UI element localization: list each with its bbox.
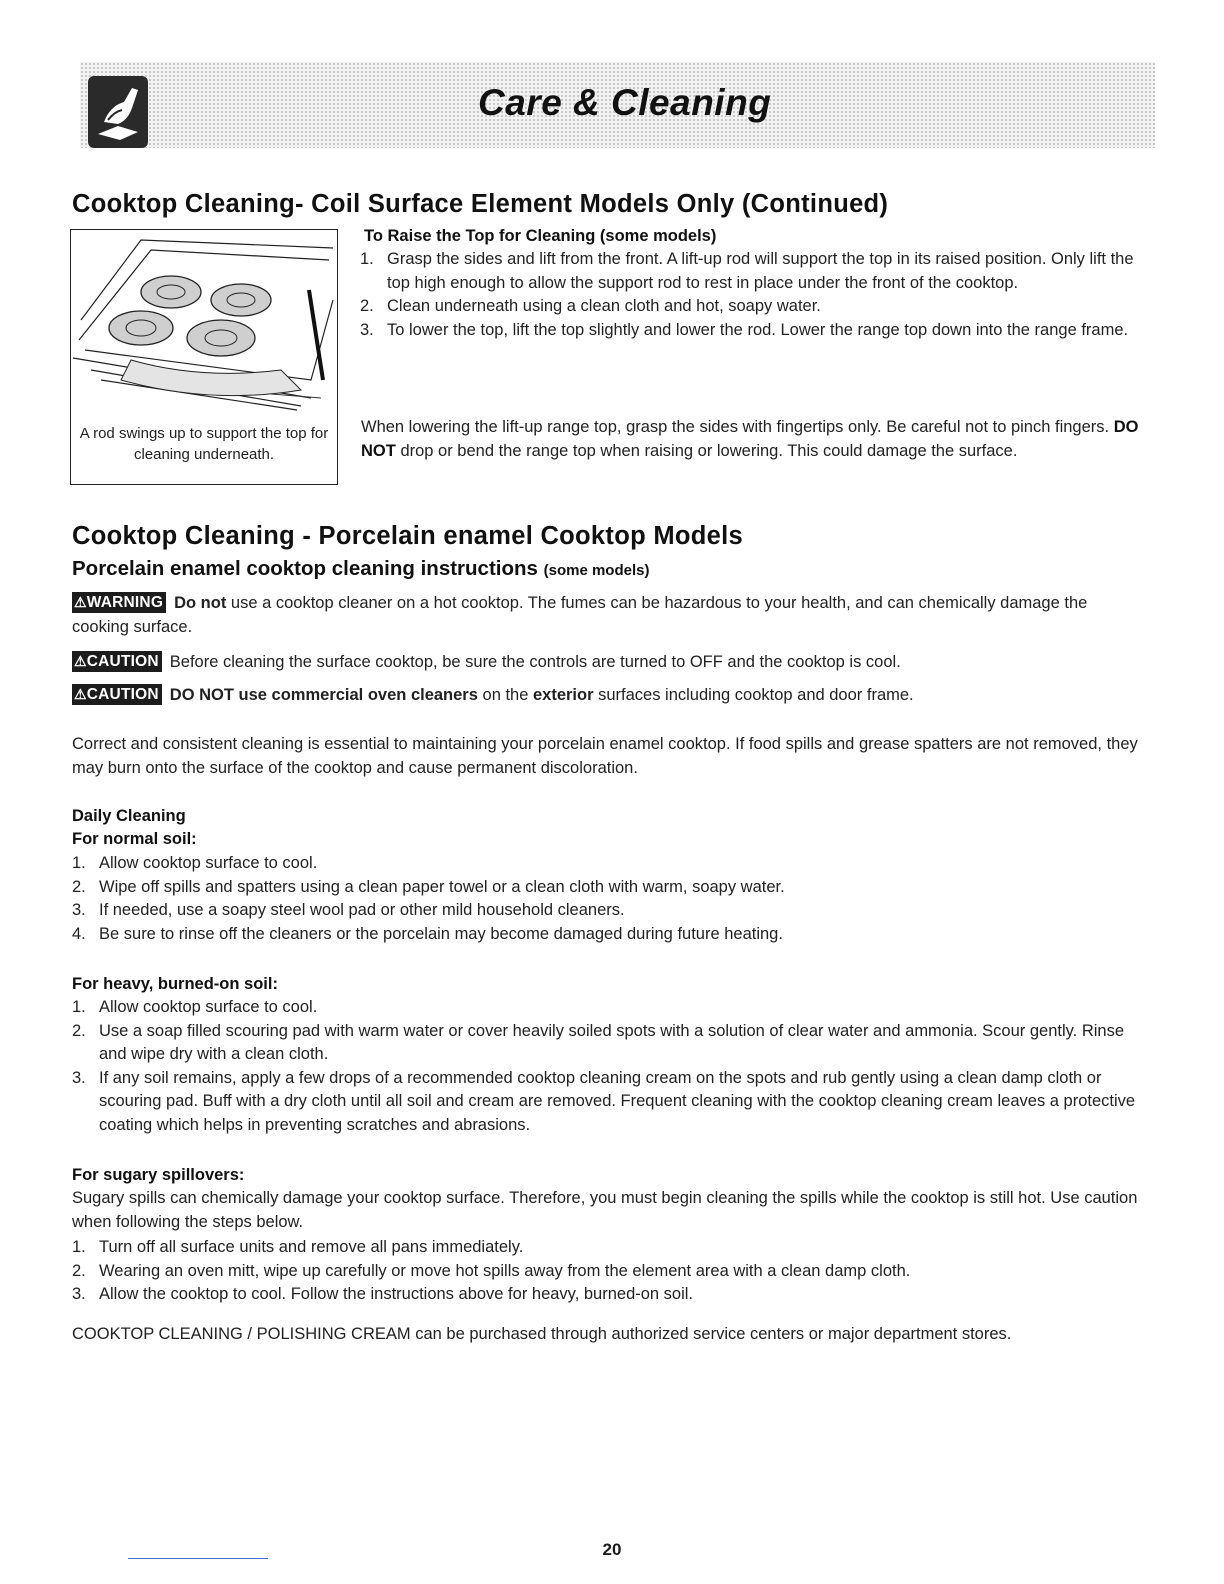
list-item: 3. If any soil remains, apply a few drops of a recommended cooktop cleaning cream on the spots and rub gently using a clean damp cloth or scouring pad. Buff with a dry cloth until all soil and cream are removed. Frequent cleaning with the cooktop cleaning cream leaves a protective coating which helps in preventing scratches and abrasions.	[72, 1068, 1136, 1134]
raised-cooktop-illustration	[71, 230, 337, 420]
cleaning-hand-icon	[88, 76, 148, 148]
caution-alert-2: ⚠CAUTION DO NOT use commercial oven cleaners on the exterior surfaces including cooktop and door frame.	[74, 686, 914, 704]
sugary-list	[72, 1236, 1140, 1307]
list-item: 2. Wearing an oven mitt, wipe up carefully or move hot spills away from the element area with a clean damp cloth.	[72, 1261, 911, 1280]
section-heading-coil: Cooktop Cleaning- Coil Surface Element Models Only (Continued)	[72, 190, 889, 218]
daily-cleaning-heading: Daily Cleaning	[72, 807, 186, 825]
caution-alert-1: ⚠CAUTION Before cleaning the surface cooktop, be sure the controls are turned to OFF and the cooktop is cool.	[74, 653, 901, 671]
list-item: 4. Be sure to rinse off the cleaners or the porcelain may become damaged during future heating.	[72, 924, 783, 943]
list-item: 1. Grasp the sides and lift from the front. A lift-up rod will support the top in its raised position. Only lift the top high enough to allow the support rod to rest in place under the front of the cooktop.	[360, 250, 1134, 292]
page-number: 20	[602, 1540, 622, 1559]
list-item: 2. Wipe off spills and spatters using a clean paper towel or a clean cloth with warm, soapy water.	[72, 877, 785, 896]
warning-triangle-icon: ⚠	[74, 653, 87, 669]
list-item: 3. Allow the cooktop to cool. Follow the instructions above for heavy, burned-on soil.	[72, 1285, 694, 1304]
lowering-note: When lowering the lift-up range top, grasp the sides with fingertips only. Be careful not to pinch fingers. DO NOT drop or bend the range top when raising or lowering. This could damage the surface.	[361, 418, 1139, 460]
caution-badge: ⚠CAUTION	[72, 651, 162, 672]
page-title: Care & Cleaning	[478, 82, 772, 123]
raised-cooktop-figure	[70, 229, 338, 485]
figure-caption: A rod swings up to support the top for cleaning underneath.	[79, 425, 329, 463]
list-item: 2. Use a soap filled scouring pad with warm water or cover heavily soiled spots with a solution of clear water and ammonia. Scour gently. Rinse and wipe dry with a clean cloth.	[72, 1021, 1125, 1064]
porcelain-intro: Correct and consistent cleaning is essential to maintaining your porcelain enamel cooktop. If food spills and grease spatters are not removed, they may burn onto the surface of the cooktop and cause permanent discoloration.	[72, 735, 1138, 777]
warning-triangle-icon: ⚠	[74, 686, 87, 702]
list-item: 2. Clean underneath using a clean cloth and hot, soapy water.	[360, 297, 821, 316]
list-item: 1. Allow cooktop surface to cool.	[72, 854, 318, 872]
caution-badge: ⚠CAUTION	[72, 684, 162, 705]
warning-triangle-icon: ⚠	[74, 594, 87, 610]
warning-badge: ⚠WARNING	[72, 592, 166, 613]
sugary-intro: Sugary spills can chemically damage your cooktop surface. Therefore, you must begin cleaning the spills while the cooktop is still hot. Use caution when following the steps below.	[72, 1189, 1138, 1231]
section-heading-porcelain: Cooktop Cleaning - Porcelain enamel Cooktop Models	[72, 522, 743, 550]
heavy-soil-heading: For heavy, burned-on soil:	[72, 975, 278, 993]
sugary-heading: For sugary spillovers:	[72, 1166, 245, 1184]
normal-soil-heading: For normal soil:	[72, 830, 197, 848]
divider	[128, 1558, 268, 1559]
list-item: 1. Turn off all surface units and remove all pans immediately.	[72, 1238, 524, 1256]
warning-alert: ⚠WARNING Do not use a cooktop cleaner on a hot cooktop. The fumes can be hazardous to your health, and can chemically damage the cooking surface.	[72, 594, 1088, 636]
normal-soil-list	[72, 852, 1140, 946]
list-item: 3. If needed, use a soapy steel wool pad or other mild household cleaners.	[72, 901, 625, 920]
list-item: 1. Allow cooktop surface to cool.	[72, 998, 318, 1016]
porcelain-subheading: Porcelain enamel cooktop cleaning instructions (some models)	[72, 557, 650, 580]
heavy-soil-list	[72, 996, 1140, 1138]
raise-top-heading: To Raise the Top for Cleaning (some models)	[364, 227, 717, 245]
polishing-cream-note: COOKTOP CLEANING / POLISHING CREAM can be purchased through authorized service centers or major department stores.	[72, 1325, 1012, 1343]
list-item: 3. To lower the top, lift the top slightly and lower the rod. Lower the range top down into the range frame.	[360, 320, 1129, 339]
raise-steps-list	[360, 248, 1138, 342]
